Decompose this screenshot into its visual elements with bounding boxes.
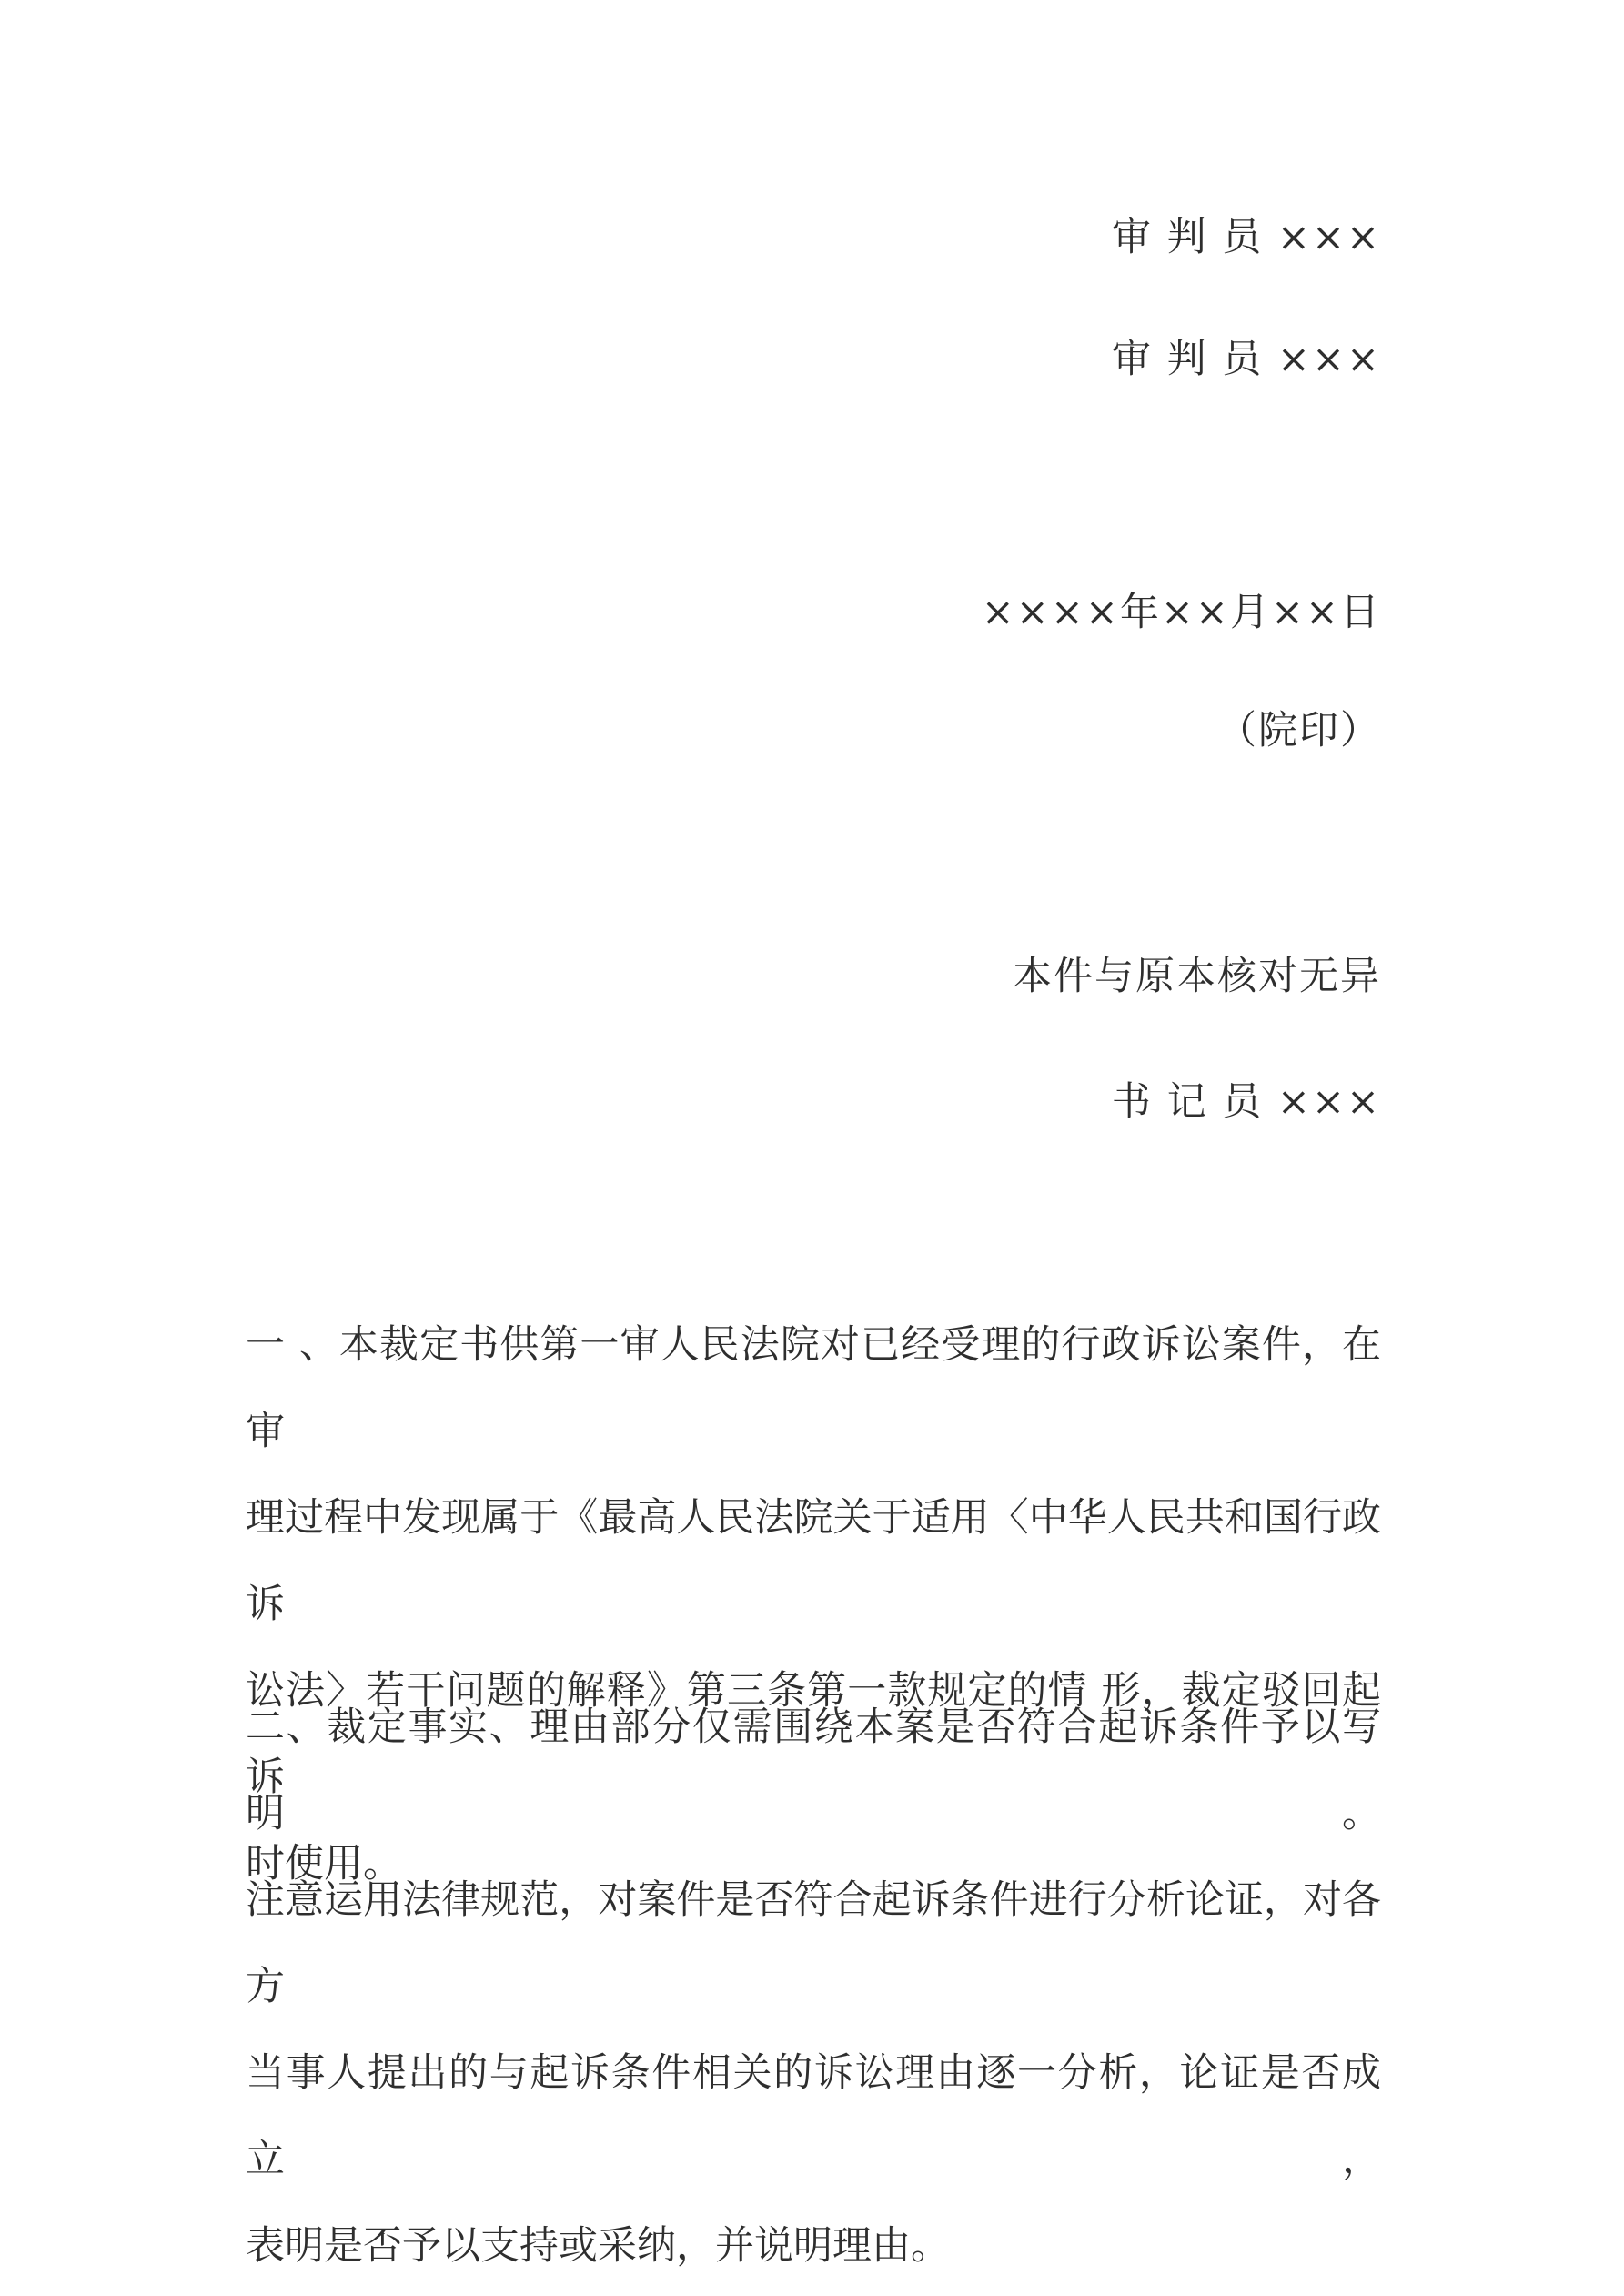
date-line: ××××年××月××日 [981, 590, 1381, 635]
usage-note-line: 理过程中发现属于《最高人民法院关于适用〈中华人民共和国行政诉 [246, 1495, 1381, 1627]
usage-note-paragraph-2 [246, 1684, 1381, 2290]
usage-note-line: 讼法〉若干问题的解释》第三条第一款规定的情 形，裁定驳回起诉 [246, 1668, 1381, 1800]
usage-note-line: 表明是否予以支持或采纳，并说明理由。 [246, 2223, 950, 2269]
court-seal-note: （院印） [1217, 708, 1381, 754]
usage-note-line: 当事人提出的与起诉条件相关的诉讼理由逐一分析，论证是否成立， [246, 2050, 1381, 2182]
usage-note-line: 时使用。 [246, 1841, 402, 1886]
judge-signature-line-1: 审 判 员 ××× [1111, 215, 1381, 260]
usage-note-line: 二、裁定事实、理由部分仅需围绕本案是否符合起诉条件予以写明。 [246, 1704, 1381, 1836]
usage-note-line: 一 、本裁定书供第一审人民法院对已经受理的行政诉讼案件，在审 [246, 1322, 1381, 1454]
judge-signature-line-2: 审 判 员 ××× [1111, 337, 1381, 382]
clerk-signature-line: 书 记 员 ××× [1111, 1079, 1381, 1125]
usage-note-line: 注意运用法律规范，对案件是否符合起诉条件进行分析论证，对各方 [246, 1877, 1381, 2009]
copy-verification-note: 本件与原本核对无异 [1013, 954, 1381, 999]
